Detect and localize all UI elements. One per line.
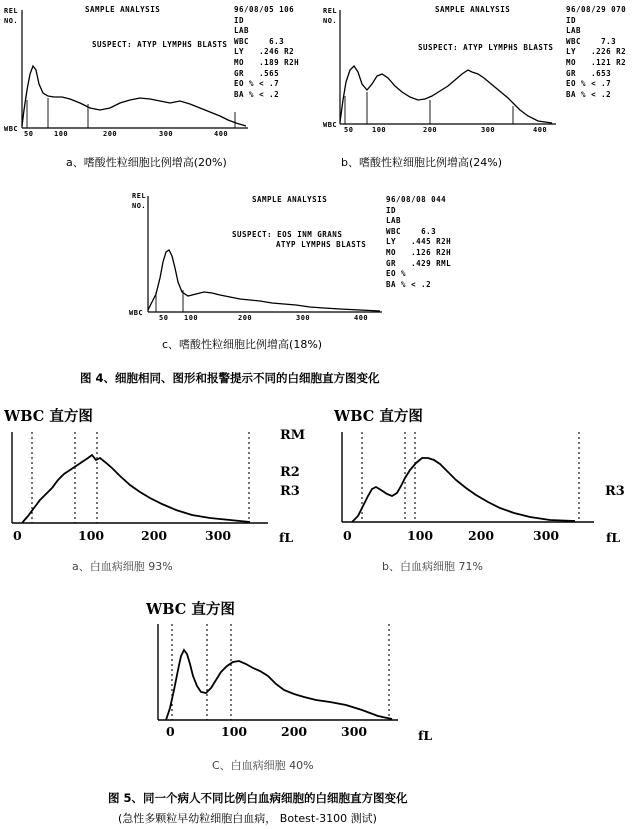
fig4c-sample-title: SAMPLE ANALYSIS bbox=[252, 195, 328, 204]
fig4a-rel-label: REL NO. bbox=[4, 7, 19, 25]
fig5c-tick-200: 200 bbox=[281, 724, 308, 739]
fig4c-tick-100: 100 bbox=[184, 314, 199, 322]
fig4c-caption: c、嗜酸性粒细胞比例增高(18%) bbox=[162, 338, 323, 351]
fig5b-tick-200: 200 bbox=[468, 528, 495, 543]
fig4c-id-block: 96/08/08 044 ID LAB WBC 6.3 LY .445 R2H MO .126 R2H GR .429 RML EO % BA % < .2 bbox=[386, 195, 452, 289]
fig5c-title: WBC 直方图 bbox=[146, 601, 235, 618]
fig5b-tick-0: 0 bbox=[343, 528, 352, 543]
fig5b-unit: fL bbox=[606, 530, 621, 545]
fig5b-tick-100: 100 bbox=[407, 528, 434, 543]
fig5a-flag-rm: RM bbox=[280, 428, 306, 443]
fig4a-id-block: 96/08/05 106 ID LAB WBC 6.3 LY .246 R2 MO .189 R2H GR .565 EO % < .7 BA % < .2 bbox=[234, 5, 300, 99]
fig4c-rel-label: REL NO. bbox=[132, 192, 147, 210]
fig5c-caption: C、白血病细胞 40% bbox=[212, 759, 314, 772]
fig4c-tick-50: 50 bbox=[159, 314, 169, 322]
fig4b-suspect: SUSPECT: ATYP LYMPHS BLASTS bbox=[418, 43, 554, 52]
fig5a-flag-r3: R3 bbox=[280, 484, 300, 499]
fig5b-tick-300: 300 bbox=[533, 528, 560, 543]
fig5b-flag-r3: R3 bbox=[605, 484, 625, 499]
fig5a-unit: fL bbox=[279, 530, 294, 545]
fig5a-tick-300: 300 bbox=[205, 528, 232, 543]
fig4a-tick-100: 100 bbox=[54, 130, 69, 138]
fig4c-tick-400: 400 bbox=[354, 314, 369, 322]
fig4b-axis-wbc: WBC bbox=[323, 121, 338, 129]
fig5a-tick-100: 100 bbox=[78, 528, 105, 543]
fig4a-tick-200: 200 bbox=[103, 130, 118, 138]
fig4b-tick-400: 400 bbox=[533, 126, 548, 134]
fig4a-axis-wbc: WBC bbox=[4, 125, 19, 133]
fig4c-axis-wbc: WBC bbox=[129, 309, 144, 317]
fig5b-caption: b、白血病细胞 71% bbox=[382, 560, 483, 573]
fig4b-tick-100: 100 bbox=[372, 126, 387, 134]
fig5a-tick-200: 200 bbox=[141, 528, 168, 543]
fig4a-tick-300: 300 bbox=[159, 130, 174, 138]
fig5c-tick-0: 0 bbox=[166, 724, 175, 739]
fig4b-tick-300: 300 bbox=[481, 126, 496, 134]
fig5b-title: WBC 直方图 bbox=[334, 408, 423, 425]
fig4b-tick-50: 50 bbox=[344, 126, 354, 134]
fig5a-flag-r2: R2 bbox=[280, 465, 300, 480]
fig4a-sample-title: SAMPLE ANALYSIS bbox=[85, 5, 161, 14]
fig5a-title: WBC 直方图 bbox=[4, 408, 93, 425]
fig4a-caption: a、嗜酸性粒细胞比例增高(20%) bbox=[66, 156, 227, 169]
fig4c-suspect-1: SUSPECT: EOS INM GRANS bbox=[232, 230, 343, 239]
fig4b-tick-200: 200 bbox=[423, 126, 438, 134]
fig5c-tick-100: 100 bbox=[221, 724, 248, 739]
fig4b-id-block: 96/08/29 070 ID LAB WBC 7.3 LY .226 R2 MO .121 R2 GR .653 EO % < .7 BA % < .2 bbox=[566, 5, 627, 99]
fig4b-rel-label: REL NO. bbox=[323, 7, 338, 25]
fig4b-caption: b、嗜酸性粒细胞比例增高(24%) bbox=[341, 156, 503, 169]
fig4a-tick-400: 400 bbox=[214, 130, 229, 138]
fig5-figure-caption: 图 5、同一个病人不同比例白血病细胞的白细胞直方图变化 bbox=[108, 791, 408, 805]
fig4c-tick-200: 200 bbox=[238, 314, 253, 322]
fig4a-suspect: SUSPECT: ATYP LYMPHS BLASTS bbox=[92, 40, 228, 49]
fig4a-tick-50: 50 bbox=[24, 130, 34, 138]
fig5-figure-subcaption: (急性多颗粒早幼粒细胞白血病， Botest-3100 测试) bbox=[118, 812, 377, 825]
fig5c-unit: fL bbox=[418, 728, 433, 743]
fig4c-tick-300: 300 bbox=[296, 314, 311, 322]
fig5a-tick-0: 0 bbox=[13, 528, 22, 543]
fig4-figure-caption: 图 4、细胞相同、图形和报警提示不同的白细胞直方图变化 bbox=[80, 371, 380, 385]
fig5a-caption: a、白血病细胞 93% bbox=[72, 560, 173, 573]
fig4b-sample-title: SAMPLE ANALYSIS bbox=[435, 5, 511, 14]
fig4c-suspect-2: ATYP LYMPHS BLASTS bbox=[276, 240, 367, 249]
fig5c-tick-300: 300 bbox=[341, 724, 368, 739]
